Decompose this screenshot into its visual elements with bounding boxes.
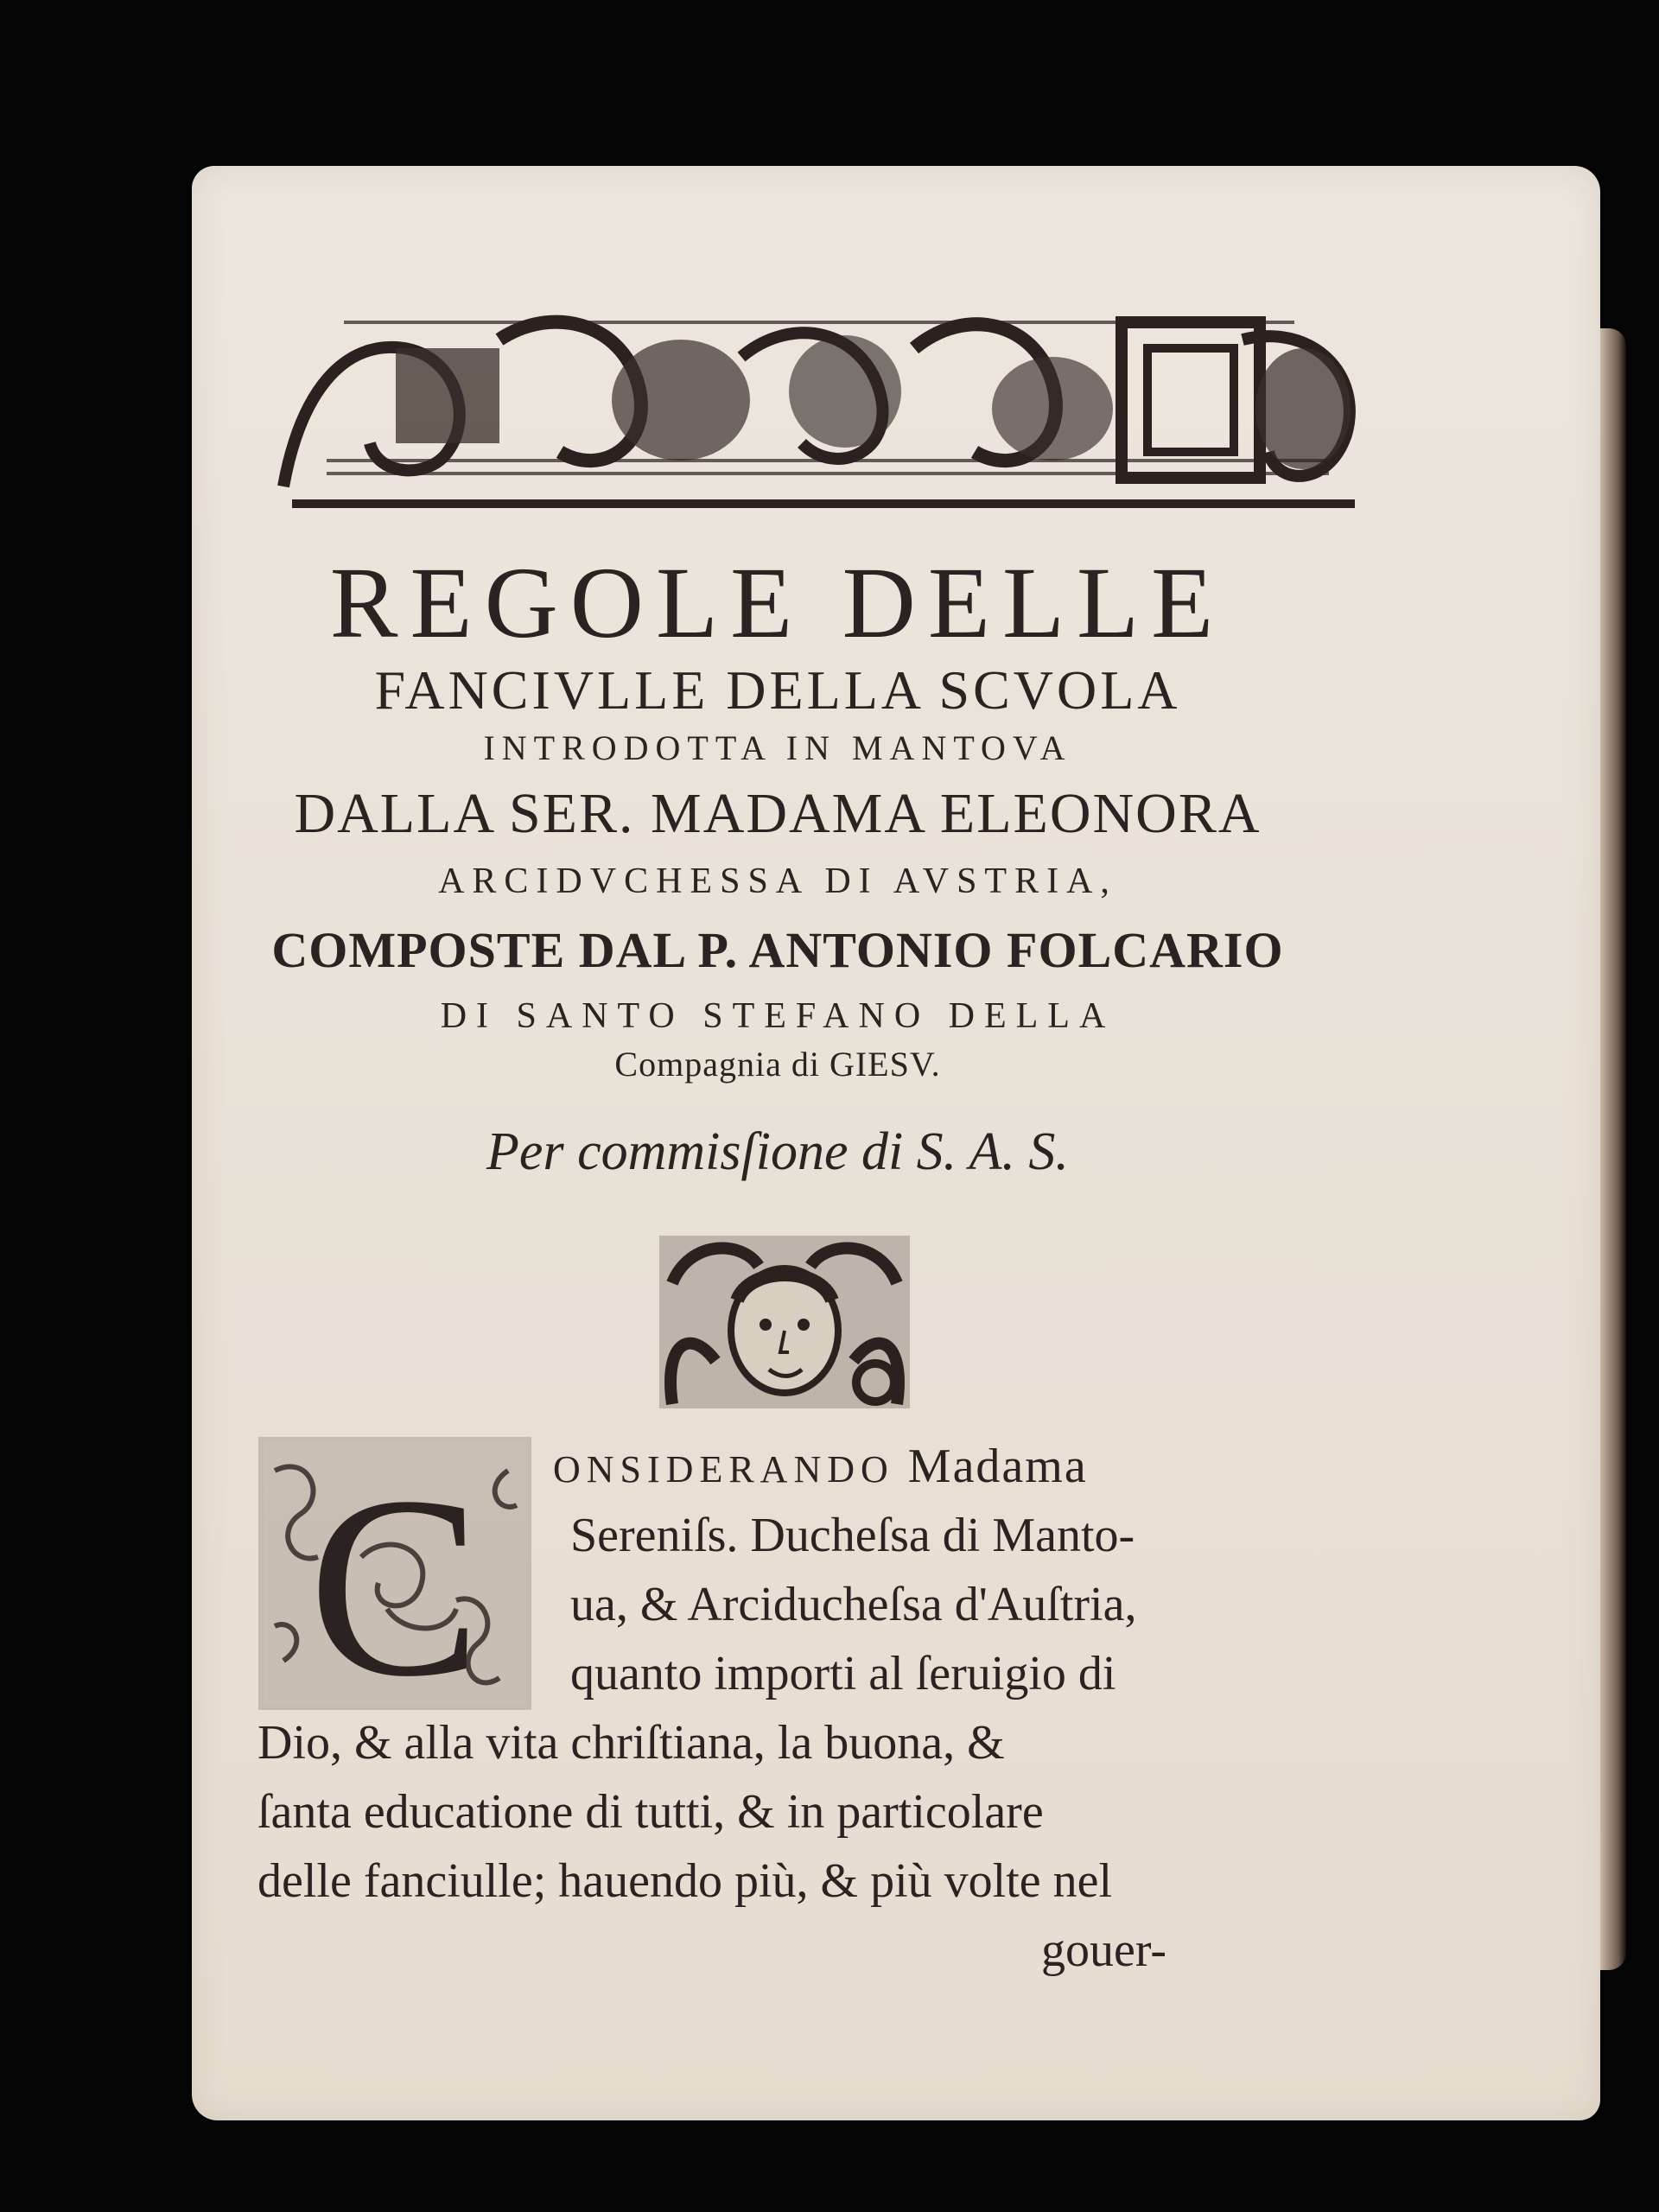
title-line-2: FANCIVLLE DELLA SCVOLA	[374, 659, 1181, 721]
lead-smallcaps: ONSIDERANDO	[553, 1448, 894, 1491]
title-line-1: REGOLE DELLE	[329, 546, 1226, 659]
decorated-initial-c	[257, 1436, 532, 1711]
title-line-3: INTRODOTTA IN MANTOVA	[483, 728, 1072, 767]
title-line-7: DI SANTO STEFANO DELLA	[440, 996, 1116, 1036]
body-line-5: Dio, & alla vita chriſtiana, la buona, &	[257, 1716, 1005, 1770]
title-line-8: Compagnia di GIESV.	[614, 1045, 941, 1084]
page-edge	[1600, 328, 1626, 1970]
woodcut-face-vignette	[655, 1231, 914, 1413]
woodcut-header-ornament	[275, 288, 1369, 521]
body-line-2: Sereniſs. Ducheſsa di Manto-	[570, 1509, 1135, 1562]
body-line-6: ſanta educatione di tutti, & in particolare	[257, 1785, 1044, 1839]
body-line-3: ua, & Arciducheſsa d'Auſtria,	[570, 1578, 1137, 1631]
lead-remainder: Madama	[893, 1440, 1088, 1493]
catchword: gouer-	[1041, 1923, 1167, 1977]
body-line-7: delle fanciulle; hauendo più, & più volte nel	[257, 1854, 1113, 1908]
title-line-6: COMPOSTE DAL P. ANTONIO FOLCARIO	[271, 922, 1284, 978]
commission-line: Per commisſione di S. A. S.	[486, 1122, 1069, 1181]
title-line-5: ARCIDVCHESSA DI AVSTRIA,	[438, 861, 1117, 901]
title-line-4: DALLA SER. MADAMA ELEONORA	[294, 782, 1262, 845]
body-line-4: quanto importi al ſeruigio di	[570, 1647, 1116, 1700]
initial-letter: C	[308, 1443, 482, 1711]
body-line-1	[553, 1439, 1088, 1494]
